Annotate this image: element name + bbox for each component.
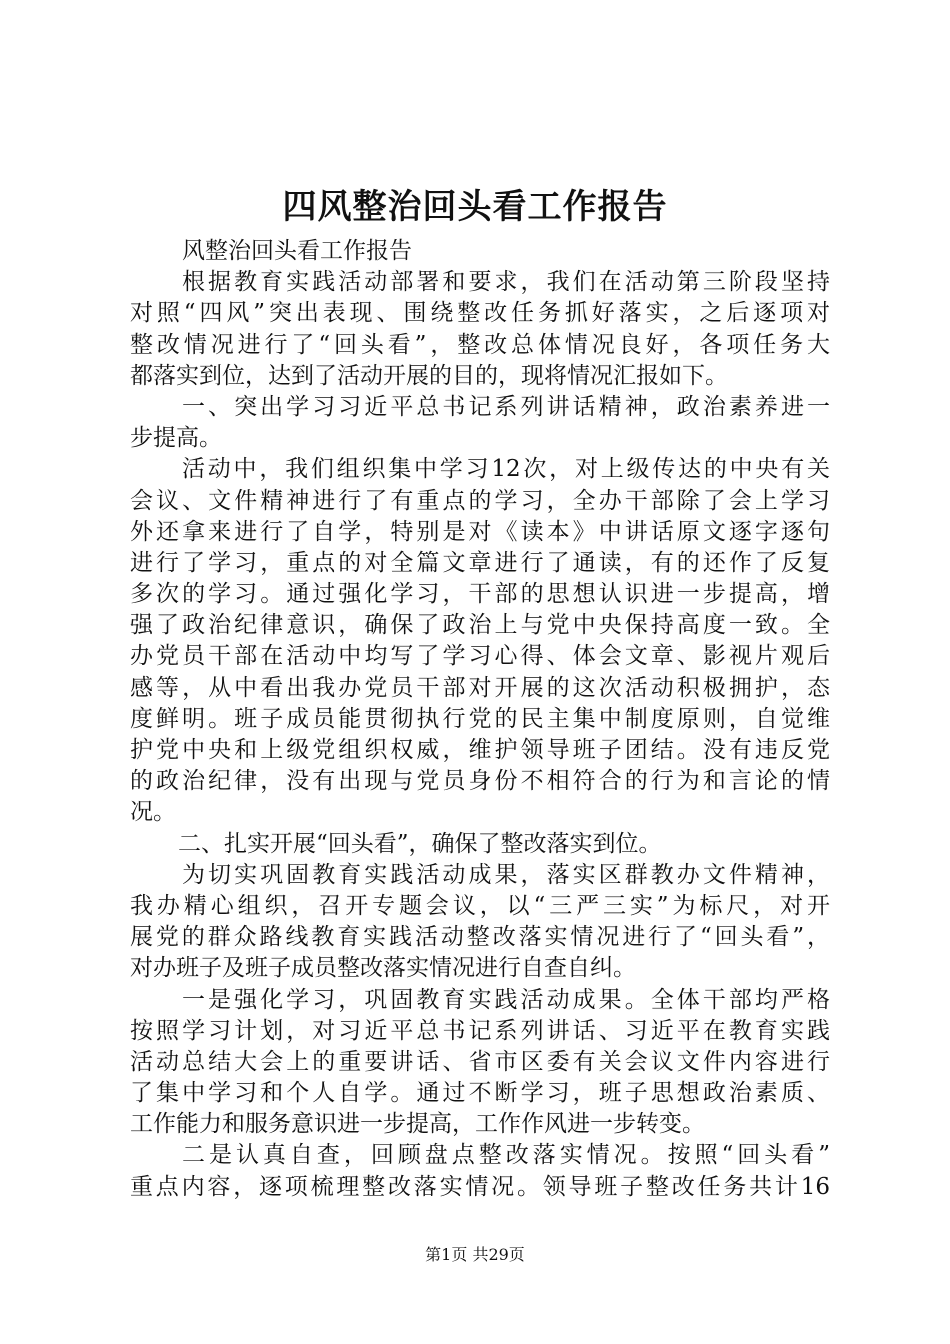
- section-heading-line: 步提高。: [130, 425, 222, 452]
- paragraph-line: 况。: [130, 799, 176, 826]
- paragraph-line: 重点内容，逐项梳理整改落实情况。领导班子整改任务共计16: [130, 1173, 830, 1200]
- paragraph-line: 为切实巩固教育实践活动成果，落实区群教办文件精神，: [182, 861, 830, 888]
- paragraph-line: 办党员干部在活动中均写了学习心得、体会文章、影视片观后: [130, 643, 830, 670]
- paragraph-line: 护党中央和上级党组织权威，维护领导班子团结。没有违反党: [130, 737, 830, 763]
- paragraph-line: 强了政治纪律意识，确保了政治上与党中央保持高度一致。全: [130, 612, 830, 639]
- paragraph-line: 对照“四风”突出表现、围绕整改任务抓好落实，之后逐项对: [130, 300, 830, 327]
- document-body: [130, 236, 830, 1203]
- paragraph-line: 进行了学习，重点的对全篇文章进行了通读，有的还作了反复: [130, 549, 830, 576]
- page-number: 第1页 共29页: [425, 1245, 525, 1264]
- paragraph-line: 一是强化学习，巩固教育实践活动成果。全体干部均严格: [182, 986, 830, 1013]
- paragraph-line: 外还拿来进行了自学，特别是对《读本》中讲话原文逐字逐句: [130, 518, 830, 545]
- paragraph-line: 根据教育实践活动部署和要求，我们在活动第三阶段坚持: [182, 269, 830, 296]
- paragraph-line: 二是认真自查，回顾盘点整改落实情况。按照“回头看”: [182, 1142, 830, 1169]
- paragraph-line: 整改情况进行了“回头看”，整改总体情况良好，各项任务大: [130, 331, 830, 358]
- paragraph-line: 会议、文件精神进行了有重点的学习，全办干部除了会上学习: [130, 487, 830, 514]
- paragraph-line: 对办班子及班子成员整改落实情况进行自查自纠。: [130, 955, 636, 982]
- paragraph-line: 的政治纪律，没有出现与党员身份不相符合的行为和言论的情: [130, 768, 830, 795]
- paragraph-line: 风整治回头看工作报告: [182, 238, 412, 264]
- paragraph-line: 按照学习计划，对习近平总书记系列讲话、习近平在教育实践: [130, 1017, 830, 1044]
- section-heading-line: 二、扎实开展“回头看”，确保了整改落实到位。: [178, 830, 662, 857]
- paragraph-line: 了集中学习和个人自学。通过不断学习，班子思想政治素质、: [130, 1080, 830, 1107]
- paragraph-line: 展党的群众路线教育实践活动整改落实情况进行了“回头看”，: [130, 924, 830, 951]
- document-title: 四风整治回头看工作报告: [282, 187, 668, 227]
- paragraph-line: 工作能力和服务意识进一步提高，工作作风进一步转变。: [130, 1111, 705, 1138]
- paragraph-line: 度鲜明。班子成员能贯彻执行党的民主集中制度原则，自觉维: [130, 705, 830, 732]
- paragraph-line: 多次的学习。通过强化学习，干部的思想认识进一步提高，增: [130, 581, 830, 608]
- paragraph-line: 活动中，我们组织集中学习12次，对上级传达的中央有关: [182, 456, 830, 483]
- paragraph-line: 感等，从中看出我办党员干部对开展的这次活动积极拥护，态: [130, 674, 830, 701]
- paragraph-line: 活动总结大会上的重要讲话、省市区委有关会议文件内容进行: [130, 1048, 830, 1075]
- section-heading-line: 一、突出学习习近平总书记系列讲话精神，政治素养进一: [182, 393, 830, 420]
- paragraph-line: 我办精心组织，召开专题会议，以“三严三实”为标尺，对开: [130, 892, 830, 919]
- paragraph-line: 都落实到位，达到了活动开展的目的，现将情况汇报如下。: [130, 362, 728, 389]
